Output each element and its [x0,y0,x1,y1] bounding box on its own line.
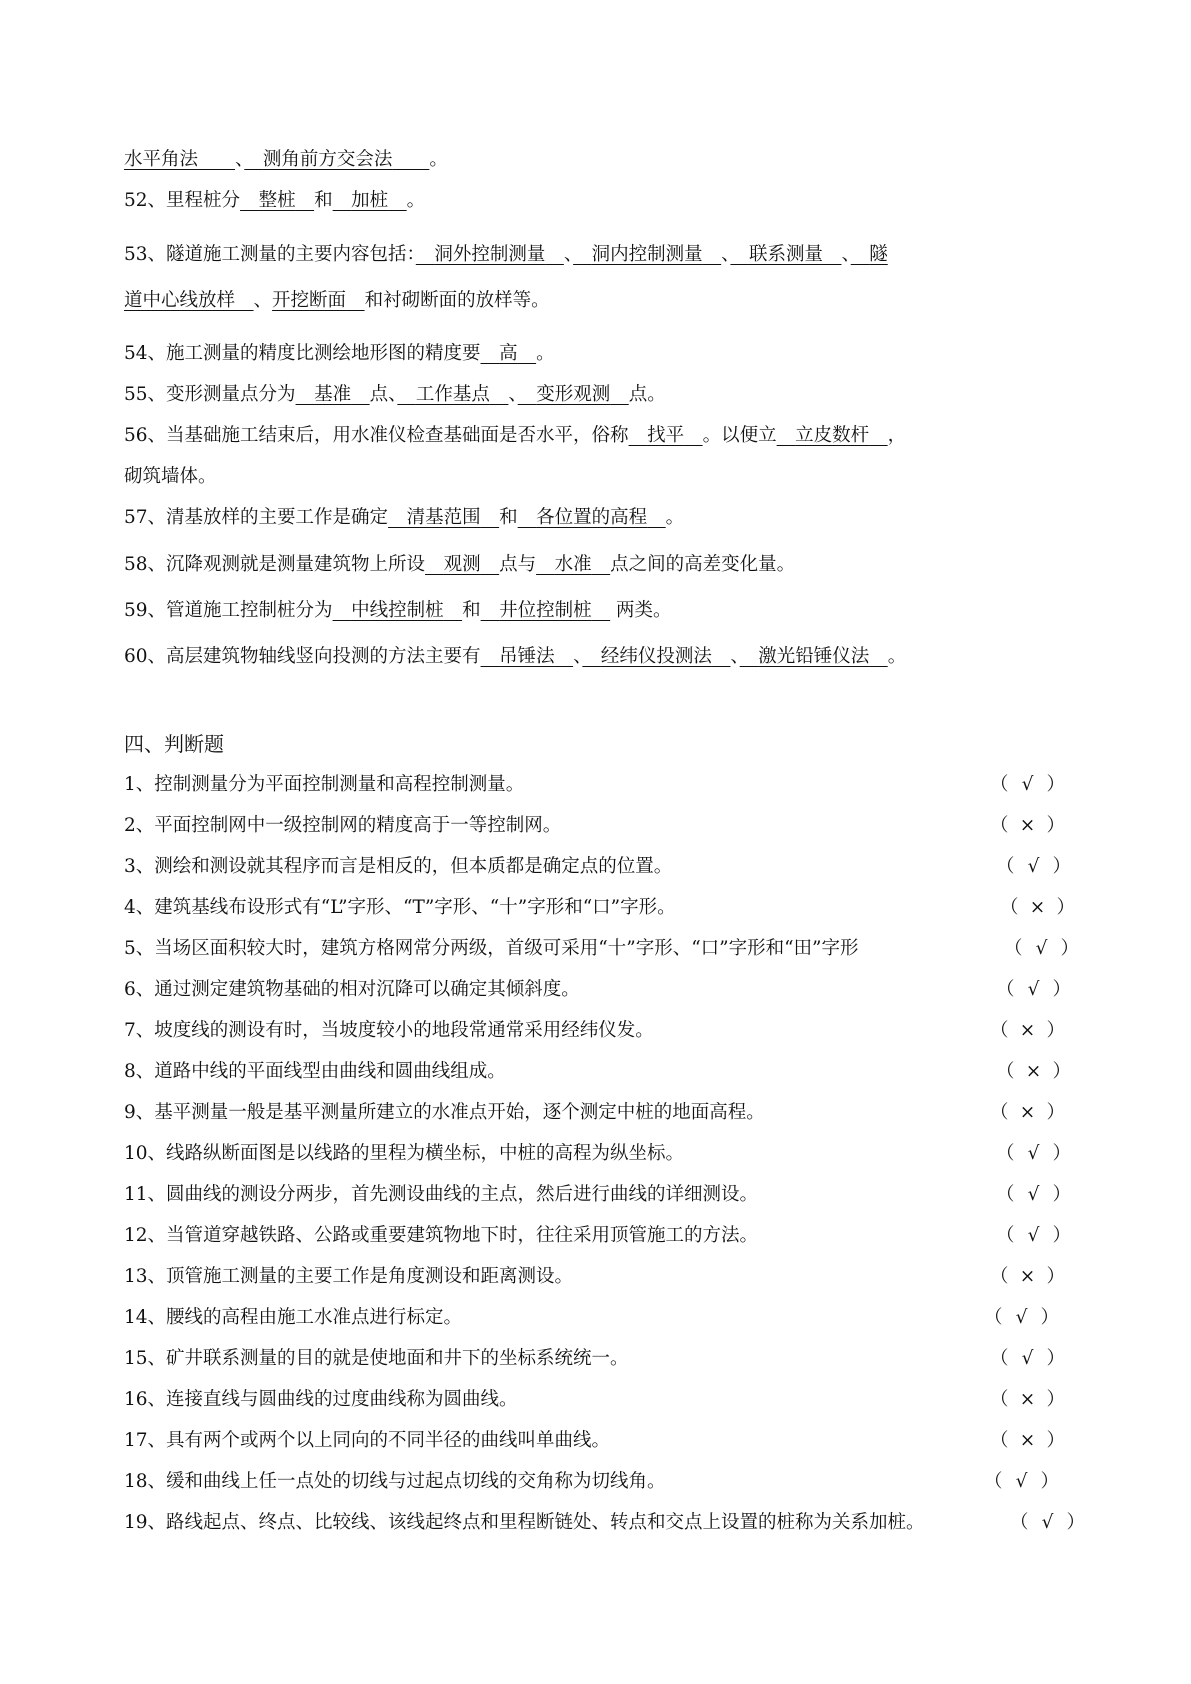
cross-mark-icon: × [1019,1389,1036,1410]
q60-blank-1: 吊锤法 [499,646,555,667]
answer-16: （ × ） [990,1389,1066,1410]
cross-mark-icon: × [1019,815,1036,836]
answer-3: （ √ ） [996,856,1072,877]
answer-11: （ √ ） [996,1184,1072,1205]
q57-blank-2: 各位置的高程 [536,507,648,528]
q53-blank-5: 开挖断面 [272,290,347,311]
check-mark-icon: √ [1027,1184,1040,1205]
q53-line-1: 53、隧道施工测量的主要内容包括： 洞外控制测量 、 洞内控制测量 、 联系测量 、 隧 [124,244,888,265]
check-mark-icon: √ [1021,1348,1034,1369]
judgment-item-8: 8、道路中线的平面线型由曲线和圆曲线组成。 [124,1061,506,1082]
judgment-item-16: 16、连接直线与圆曲线的过度曲线称为圆曲线。 [124,1389,518,1410]
judgment-item-4: 4、建筑基线布设形式有“L”字形、“T”字形、“十”字形和“口”字形。 [124,897,676,918]
check-mark-icon: √ [1015,1471,1028,1492]
q59-blank-2: 井位控制桩 [499,600,592,621]
q52-blank-2: 加桩 [351,190,389,211]
check-mark-icon: √ [1027,979,1040,1000]
cross-mark-icon: × [1019,1266,1036,1287]
check-mark-icon: √ [1041,1512,1054,1533]
q53-line-2: 道中心线放样 、开挖断面 和衬砌断面的放样等。 [124,290,550,311]
answer-5: （ √ ） [1004,938,1080,959]
q51-blank-1: 水平角法 [124,149,199,170]
q53-blank-2: 洞内控制测量 [591,244,703,265]
q56-line-2: 砌筑墙体。 [124,466,217,487]
cross-mark-icon: × [1019,1430,1036,1451]
judgment-item-15: 15、矿井联系测量的目的就是使地面和井下的坐标系统统一。 [124,1348,629,1369]
answer-10: （ √ ） [996,1143,1072,1164]
section-heading: 四、判断题 [124,732,224,756]
answer-1: （ √ ） [990,774,1066,795]
cross-mark-icon: × [1019,1020,1036,1041]
answer-18: （ √ ） [984,1471,1060,1492]
judgment-item-2: 2、平面控制网中一级控制网的精度高于一等控制网。 [124,815,562,836]
check-mark-icon: √ [1021,774,1034,795]
judgment-item-10: 10、线路纵断面图是以线路的里程为横坐标，中桩的高程为纵坐标。 [124,1143,685,1164]
q56-blank-1: 找平 [647,425,685,446]
judgment-item-11: 11、圆曲线的测设分两步，首先测设曲线的主点，然后进行曲线的详细测设。 [124,1184,759,1205]
check-mark-icon: √ [1027,856,1040,877]
q58-blank-2: 水准 [554,554,592,575]
judgment-item-13: 13、顶管施工测量的主要工作是角度测设和距离测设。 [124,1266,574,1287]
q59-line: 59、管道施工控制桩分为 中线控制桩 和 井位控制桩 两类。 [124,600,672,621]
judgment-item-3: 3、测绘和测设就其程序而言是相反的，但本质都是确定点的位置。 [124,856,673,877]
q52-line: 52、里程桩分 整桩 和 加桩 。 [124,190,426,211]
cross-mark-icon: × [1029,897,1046,918]
q58-line: 58、沉降观测就是测量建筑物上所设 观测 点与 水准 点之间的高差变化量。 [124,554,796,575]
q53-blank-3: 联系测量 [748,244,823,265]
check-mark-icon: √ [1027,1225,1040,1246]
q52-blank-1: 整桩 [258,190,296,211]
q55-line: 55、变形测量点分为 基准 点、 工作基点 、 变形观测 点。 [124,384,666,405]
q59-blank-1: 中线控制桩 [351,600,444,621]
q51-line: 水平角法 、 测角前方交会法 。 [124,149,448,170]
judgment-item-17: 17、具有两个或两个以上同向的不同半径的曲线叫单曲线。 [124,1430,611,1451]
judgment-item-19: 19、路线起点、终点、比较线、该线起终点和里程断链处、转点和交点上设置的桩称为关系加桩。 [124,1512,925,1533]
answer-19: （ √ ） [1010,1512,1086,1533]
answer-13: （ × ） [990,1266,1066,1287]
judgment-item-7: 7、坡度线的测设有时，当坡度较小的地段常通常采用经纬仪发。 [124,1020,654,1041]
judgment-item-12: 12、当管道穿越铁路、公路或重要建筑物地下时，往往采用顶管施工的方法。 [124,1225,759,1246]
q60-blank-2: 经纬仪投测法 [600,646,712,667]
q56-line-1: 56、当基础施工结束后，用水准仪检查基础面是否水平，俗称 找平 。以便立 立皮数杆 ， [124,425,907,446]
answer-14: （ √ ） [984,1307,1060,1328]
q57-blank-1: 清基范围 [406,507,481,528]
cross-mark-icon: × [1019,1102,1036,1123]
check-mark-icon: √ [1027,1143,1040,1164]
answer-15: （ √ ） [990,1348,1066,1369]
q54-blank-1: 高 [499,343,518,364]
q58-blank-1: 观测 [443,554,481,575]
q55-blank-2: 工作基点 [415,384,490,405]
answer-6: （ √ ） [996,979,1072,1000]
judgment-item-6: 6、通过测定建筑物基础的相对沉降可以确定其倾斜度。 [124,979,580,1000]
check-mark-icon: √ [1035,938,1048,959]
q57-line: 57、清基放样的主要工作是确定 清基范围 和 各位置的高程 。 [124,507,685,528]
q51-blank-2: 测角前方交会法 [262,149,393,170]
answer-4: （ × ） [1000,897,1076,918]
judgment-item-1: 1、控制测量分为平面控制测量和高程控制测量。 [124,774,525,795]
answer-7: （ × ） [990,1020,1066,1041]
q56-blank-2: 立皮数杆 [795,425,870,446]
cross-mark-icon: × [1025,1061,1042,1082]
judgment-item-14: 14、腰线的高程由施工水准点进行标定。 [124,1307,463,1328]
judgment-item-9: 9、基平测量一般是基平测量所建立的水准点开始，逐个测定中桩的地面高程。 [124,1102,765,1123]
judgment-item-18: 18、缓和曲线上任一点处的切线与过起点切线的交角称为切线角。 [124,1471,666,1492]
check-mark-icon: √ [1015,1307,1028,1328]
answer-9: （ × ） [990,1102,1066,1123]
q53-blank-4-cont: 道中心线放样 [124,290,236,311]
q55-blank-3: 变形观测 [536,384,611,405]
answer-8: （ × ） [996,1061,1072,1082]
q60-line: 60、高层建筑物轴线竖向投测的方法主要有 吊锤法 、 经纬仪投测法 、 激光铅锤仪法 。 [124,646,907,667]
q55-blank-1: 基准 [314,384,352,405]
answer-2: （ × ） [990,815,1066,836]
judgment-item-5: 5、当场区面积较大时，建筑方格网常分两级，首级可采用“十”字形、“口”字形和“田”字形 [124,938,859,959]
q53-blank-4: 隧 [869,244,888,265]
answer-12: （ √ ） [996,1225,1072,1246]
q53-blank-1: 洞外控制测量 [434,244,546,265]
q60-blank-3: 激光铅锤仪法 [758,646,870,667]
q54-line: 54、施工测量的精度比测绘地形图的精度要 高 。 [124,343,555,364]
answer-17: （ × ） [990,1430,1066,1451]
